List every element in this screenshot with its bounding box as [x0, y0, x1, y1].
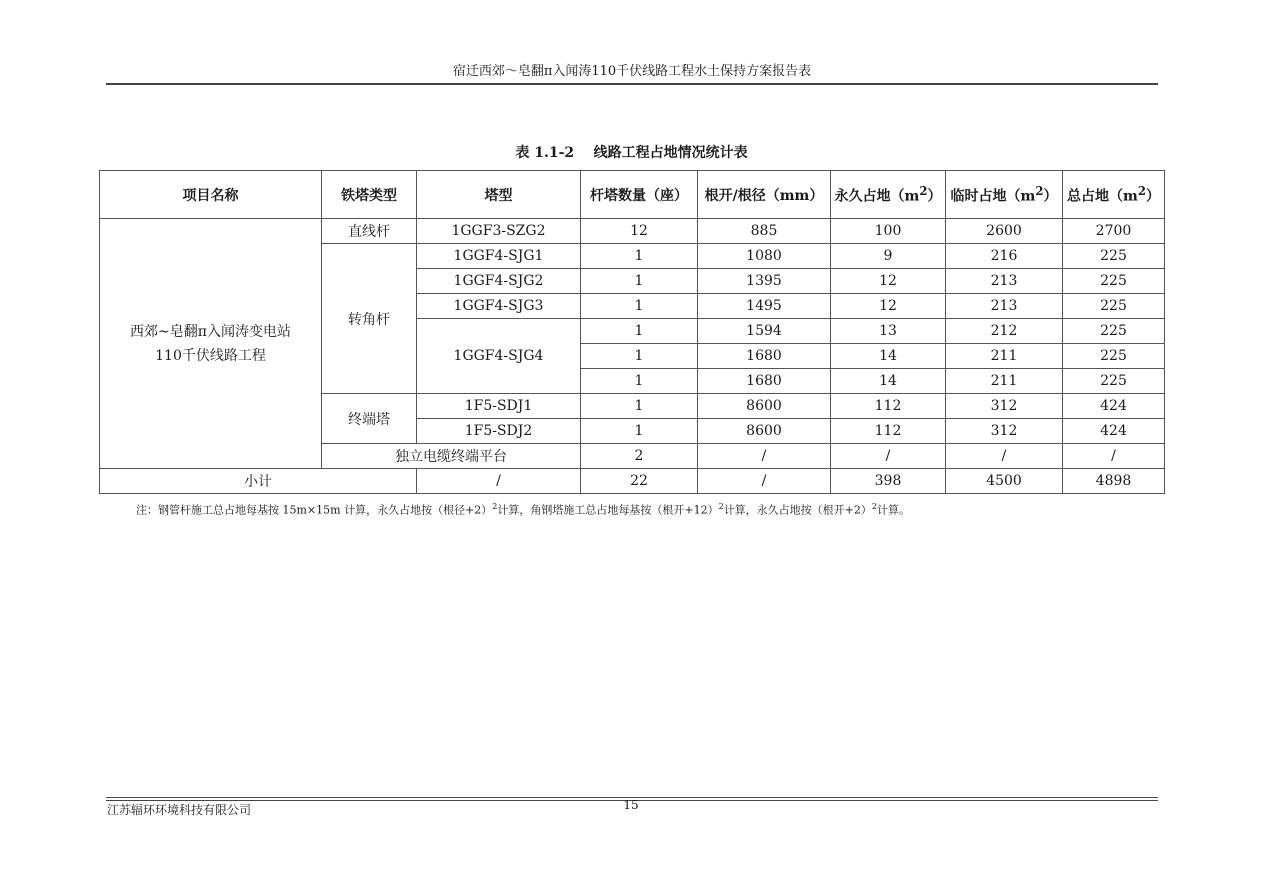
project-name-cell — [100, 219, 322, 469]
cell-count: 1 — [581, 419, 698, 444]
cell-count: 1 — [581, 269, 698, 294]
cell-count: 1 — [581, 244, 698, 269]
cell-model: 1GGF3-SZG2 — [417, 219, 581, 244]
cell-permanent: 398 — [831, 469, 946, 494]
header-temporary-land: 临时占地$(m^2)$ — [946, 171, 1063, 219]
cell-root: 8600 — [698, 419, 831, 444]
cell-temporary: 4500 — [946, 469, 1063, 494]
cell-model: 1F5-SDJ1 — [417, 394, 581, 419]
cell-permanent: 9 — [831, 244, 946, 269]
cell-model-merged: 1GGF4-SJG4 — [417, 319, 581, 394]
cell-permanent: 112 — [831, 394, 946, 419]
cell-model: 1F5-SDJ2 — [417, 419, 581, 444]
cell-count: 1 — [581, 369, 698, 394]
cell-permanent: 14 — [831, 344, 946, 369]
cell-total: 2700 — [1063, 219, 1165, 244]
project-name-line1: 西郊~皂翻π入闻涛变电站 — [130, 323, 291, 340]
cell-root: 1680 — [698, 344, 831, 369]
footer-company-name: 江苏辐环环境科技有限公司 — [107, 803, 252, 817]
cell-permanent: / — [831, 444, 946, 469]
header-tower-class: 铁塔类型 — [322, 171, 417, 219]
cell-permanent: 12 — [831, 269, 946, 294]
cell-total: 225 — [1063, 369, 1165, 394]
page-header-title: 宿迁西郊～皂翻π入闻涛110千伏线路工程水土保持方案报告表 — [452, 64, 812, 79]
cell-temporary: 213 — [946, 269, 1063, 294]
land-occupation-table — [99, 170, 1165, 494]
cell-platform-label: 独立电缆终端平台 — [322, 444, 581, 469]
cell-permanent: 12 — [831, 294, 946, 319]
cell-temporary: 213 — [946, 294, 1063, 319]
table-row — [100, 219, 1165, 244]
cell-temporary: 216 — [946, 244, 1063, 269]
group-straight-pole: 直线杆 — [322, 219, 417, 244]
cell-total: 225 — [1063, 319, 1165, 344]
header-tower-count: 杆塔数量（座） — [581, 171, 698, 219]
cell-total: 4898 — [1063, 469, 1165, 494]
cell-model: / — [417, 469, 581, 494]
cell-temporary: 212 — [946, 319, 1063, 344]
cell-total: 424 — [1063, 419, 1165, 444]
cell-temporary: 312 — [946, 419, 1063, 444]
cell-count: 2 — [581, 444, 698, 469]
cell-model: 1GGF4-SJG1 — [417, 244, 581, 269]
table-footnote: 注：钢管杆施工总占地每基按 15m×15m 计算，永久占地按（根径+2）$^2$计算，角钢塔施工总占地每基按（根开+12）$^2$计算，永久占地按（根开+2）$^2$计算。 — [136, 502, 910, 517]
cell-root: 1680 — [698, 369, 831, 394]
cell-total: 424 — [1063, 394, 1165, 419]
cell-count: 22 — [581, 469, 698, 494]
cell-model: 1GGF4-SJG2 — [417, 269, 581, 294]
header-permanent-land: 永久占地$(m^2)$ — [831, 171, 946, 219]
cell-root: 885 — [698, 219, 831, 244]
cell-model: 1GGF4-SJG3 — [417, 294, 581, 319]
cell-temporary: 312 — [946, 394, 1063, 419]
cell-count: 1 — [581, 319, 698, 344]
cell-permanent: 13 — [831, 319, 946, 344]
cell-count: 1 — [581, 394, 698, 419]
cell-permanent: 14 — [831, 369, 946, 394]
cell-permanent: 100 — [831, 219, 946, 244]
cell-total: 225 — [1063, 344, 1165, 369]
cell-root: 1594 — [698, 319, 831, 344]
cell-temporary: / — [946, 444, 1063, 469]
table-header-row — [100, 171, 1165, 219]
cell-count: 1 — [581, 344, 698, 369]
cell-temporary: 211 — [946, 344, 1063, 369]
group-terminal-tower: 终端塔 — [322, 394, 417, 444]
cell-root: 1395 — [698, 269, 831, 294]
header-tower-model: 塔型 — [417, 171, 581, 219]
project-name-line2: 110千伏线路工程 — [155, 347, 266, 364]
cell-total: 225 — [1063, 294, 1165, 319]
cell-permanent: 112 — [831, 419, 946, 444]
cell-count: 12 — [581, 219, 698, 244]
header-root-diameter: 根开/根径（mm） — [698, 171, 831, 219]
group-corner-pole: 转角杆 — [322, 244, 417, 394]
cell-subtotal-label: 小计 — [100, 469, 417, 494]
cell-root: 1080 — [698, 244, 831, 269]
cell-temporary: 211 — [946, 369, 1063, 394]
page-number: 15 — [623, 798, 639, 812]
cell-root: 8600 — [698, 394, 831, 419]
cell-total: / — [1063, 444, 1165, 469]
cell-temporary: 2600 — [946, 219, 1063, 244]
table-caption: 表 1.1-2 线路工程占地情况统计表 — [515, 145, 748, 161]
header-total-land: 总占地$(m^2)$ — [1063, 171, 1165, 219]
cell-total: 225 — [1063, 269, 1165, 294]
header-divider — [106, 83, 1158, 85]
table-row-subtotal — [100, 469, 1165, 494]
cell-root: / — [698, 469, 831, 494]
cell-root: 1495 — [698, 294, 831, 319]
cell-count: 1 — [581, 294, 698, 319]
cell-total: 225 — [1063, 244, 1165, 269]
cell-root: / — [698, 444, 831, 469]
header-project-name: 项目名称 — [100, 171, 322, 219]
